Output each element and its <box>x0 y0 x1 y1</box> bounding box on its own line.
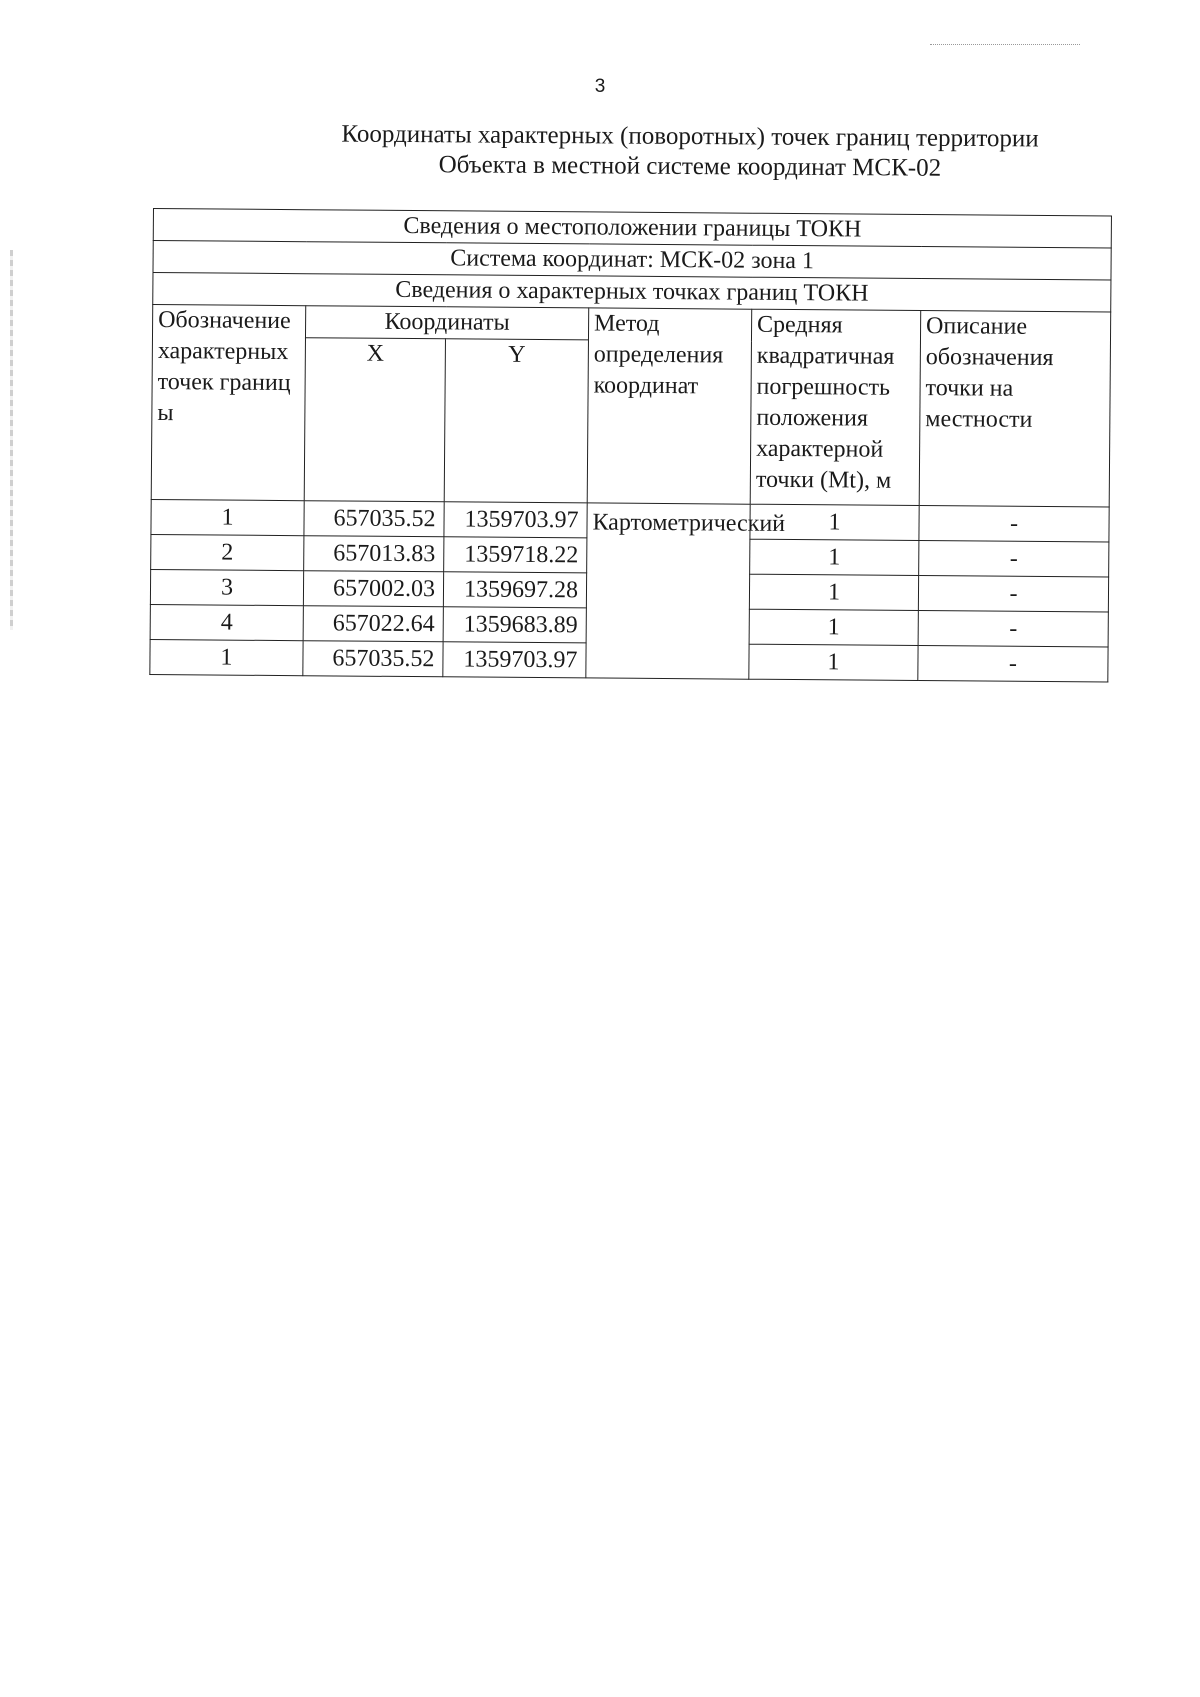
column-header-method: Метод определения координат <box>587 308 752 504</box>
header-boundary-location: Сведения о местоположении границы ТОКН <box>153 209 1111 249</box>
point-number: 3 <box>150 569 303 605</box>
y-coordinate: 1359683.89 <box>443 607 586 643</box>
point-number: 1 <box>151 499 304 535</box>
error-value: 1 <box>750 504 919 540</box>
column-header-description-text: Описание обозначения точки на местности <box>925 313 1054 433</box>
column-header-y: Y <box>444 339 588 503</box>
x-coordinate: 657035.52 <box>304 501 444 537</box>
x-coordinate: 657022.64 <box>303 606 443 642</box>
description-value: - <box>918 611 1108 647</box>
description-value: - <box>919 541 1109 577</box>
column-header-point: Обозначение характерных точек границы <box>151 305 306 501</box>
document-title <box>260 119 1120 185</box>
x-coordinate: 657002.03 <box>303 571 443 607</box>
description-value: - <box>918 576 1108 612</box>
method-value: Картометрический <box>586 503 750 679</box>
point-number: 1 <box>150 639 303 675</box>
y-coordinate: 1359718.22 <box>444 537 587 573</box>
scan-artifact <box>930 44 1080 46</box>
error-value: 1 <box>749 644 918 680</box>
point-number: 2 <box>151 534 304 570</box>
header-coordinate-system: Система координат: МСК-02 зона 1 <box>153 241 1111 281</box>
column-header-error: Средняя квадратичная погрешность положения характерной точки (Mt), м <box>750 309 921 505</box>
y-coordinate: 1359703.97 <box>444 502 587 538</box>
x-coordinate: 657013.83 <box>304 536 444 572</box>
x-coordinate: 657035.52 <box>303 641 443 677</box>
coordinates-table-wrapper <box>149 208 1111 683</box>
error-value: 1 <box>749 609 918 645</box>
y-coordinate: 1359703.97 <box>443 642 586 678</box>
header-characteristic-points: Сведения о характерных точках границ ТОКН <box>153 273 1111 313</box>
description-value: - <box>919 506 1109 542</box>
column-header-x: X <box>304 338 445 502</box>
scan-edge-mark <box>10 250 13 630</box>
coordinates-table <box>149 208 1112 683</box>
error-value: 1 <box>749 574 918 610</box>
y-coordinate: 1359697.28 <box>443 572 586 608</box>
title-line-1: Координаты характерных (поворотных) точек границ территории <box>341 120 1039 153</box>
page-number: 3 <box>594 76 606 97</box>
point-number: 4 <box>150 604 303 640</box>
column-header-coordinates: Координаты <box>305 306 588 340</box>
error-value: 1 <box>750 539 919 575</box>
description-value: - <box>918 646 1108 682</box>
column-header-description <box>919 311 1111 507</box>
title-line-2: Объекта в местной системе координат МСК-02 <box>438 151 942 182</box>
